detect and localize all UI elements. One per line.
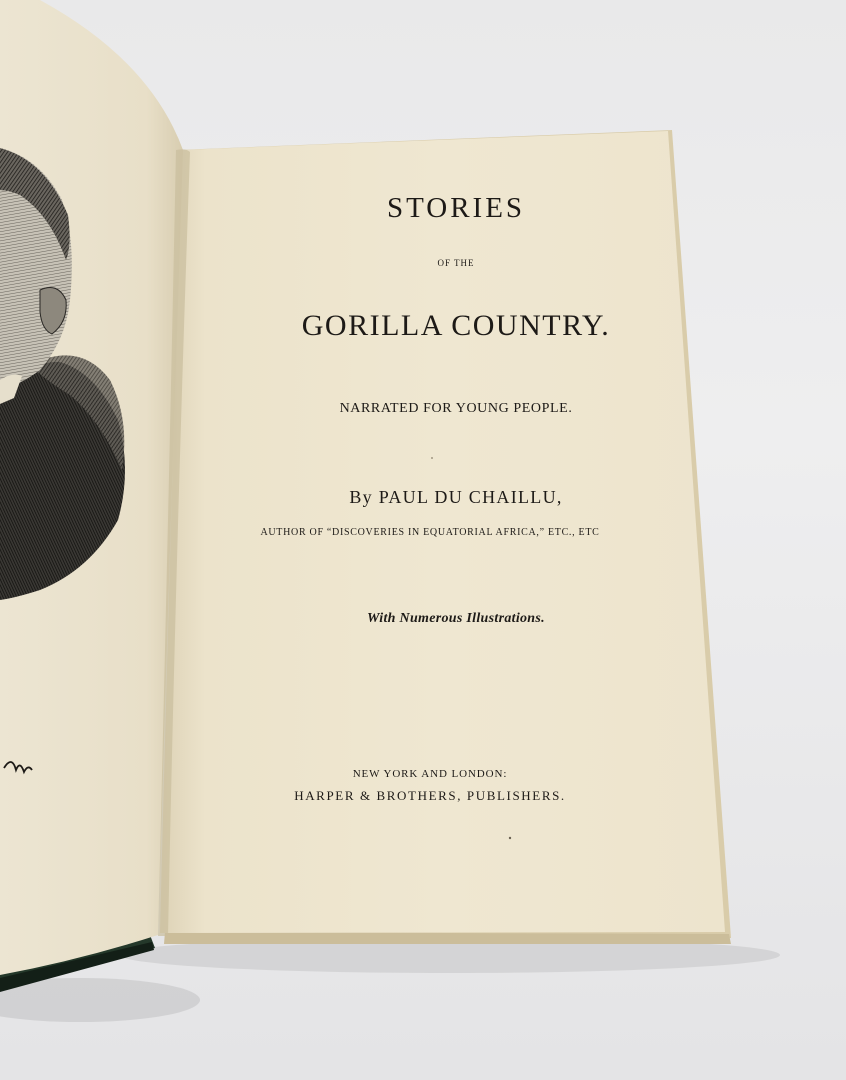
paper-speck <box>431 457 433 459</box>
illustrations-note: With Numerous Illustrations. <box>367 611 545 626</box>
book-shadow-left <box>0 978 200 1022</box>
title-line-stories: STORIES <box>386 192 526 224</box>
title-line-gorilla-country: GORILLA COUNTRY. <box>301 309 611 342</box>
imprint-place: NEW YORK AND LONDON: <box>352 768 508 780</box>
title-connector: OF THE <box>437 258 475 268</box>
author-credit: AUTHOR OF “DISCOVERIES IN EQUATORIAL AFRICA,” ETC., ETC <box>260 527 600 538</box>
byline: By PAUL DU CHAILLU, <box>349 487 563 507</box>
paper-speck <box>509 837 511 839</box>
right-page-stack-bottom <box>164 932 731 944</box>
publisher: HARPER & BROTHERS, PUBLISHERS. <box>294 788 566 803</box>
subtitle: NARRATED FOR YOUNG PEOPLE. <box>339 401 573 416</box>
